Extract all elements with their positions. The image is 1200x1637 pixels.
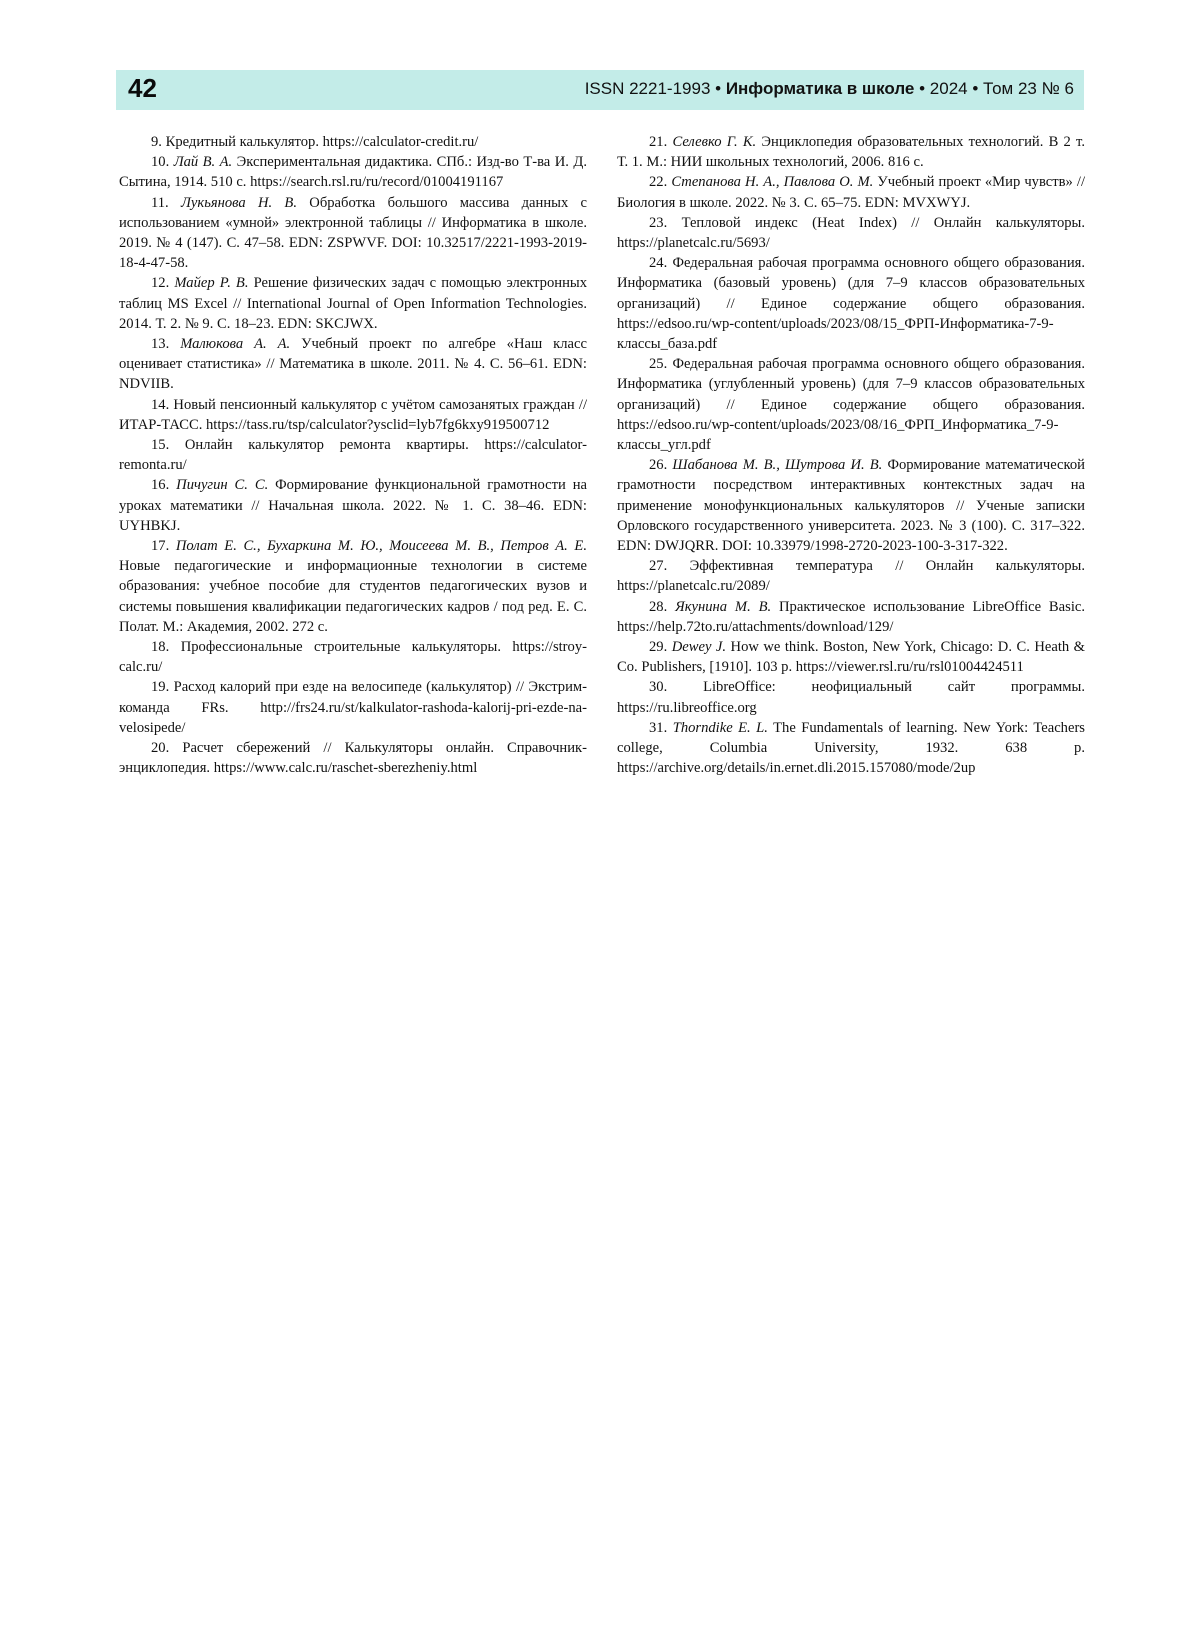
reference-text: Федеральная рабочая программа основного общего образования. Информатика (углубленный уровень) (для 7–9 классов образовательных организаций) // Единое содержание общего образования. https://edsoo.ru/wp-content/uploads/2023/08/16_ФРП_Информатика_7-9-классы_угл.pdf <box>617 356 1085 453</box>
reference-item <box>119 273 587 334</box>
reference-item <box>617 556 1085 596</box>
reference-text: The Fundamentals of learning. New York: Teachers college, Columbia University, 1932. 638 p. https://archive.org/details/in.ernet.dli.2015.157080/mode/2up <box>617 720 1085 776</box>
reference-number: 17. <box>151 538 169 554</box>
reference-number: 12. <box>151 275 169 291</box>
reference-item <box>119 334 587 395</box>
reference-number: 14. <box>151 397 169 413</box>
reference-number: 25. <box>649 356 667 372</box>
reference-text: Новые педагогические и информационные технологии в системе образования: учебное пособие для студентов педагогических вузов и системы повышения квалификации педагогических кадров / под ред. Е. С. Полат. М.: Академия, 2002. 272 с. <box>119 558 587 635</box>
reference-number: 19. <box>151 679 169 695</box>
reference-item <box>119 395 587 435</box>
reference-authors: Пичугин С. С. <box>176 477 268 493</box>
references-left-column <box>119 132 587 779</box>
reference-item <box>617 597 1085 637</box>
reference-text: Новый пенсионный калькулятор с учётом самозанятых граждан // ИТАР-ТАСС. https://tass.ru/tsp/calculator?ysclid=lyb7fg6kxy919500712 <box>119 397 587 433</box>
reference-text: Расход калорий при езде на велосипеде (калькулятор) // Экстрим-команда FRs. http://frs24.ru/st/kalkulator-rashoda-kalorij-pri-ezde-na-velosipede/ <box>119 679 587 735</box>
reference-number: 10. <box>151 154 169 170</box>
reference-text: How we think. Boston, New York, Chicago: D. C. Heath & Co. Publishers, [1910]. 103 p. https://viewer.rsl.ru/ru/rsl01004424511 <box>617 639 1085 675</box>
reference-authors: Шабанова М. В., Шутрова И. В. <box>672 457 882 473</box>
reference-item <box>119 475 587 536</box>
reference-number: 30. <box>649 679 667 695</box>
reference-number: 15. <box>151 437 169 453</box>
reference-text: Решение физических задач с помощью электронных таблиц MS Excel // International Journal of Open Information Technologies. 2014. Т. 2. № 9. С. 18–23. EDN: SKCJWX. <box>119 275 587 331</box>
reference-authors: Майер Р. В. <box>174 275 248 291</box>
separator: • <box>914 79 929 98</box>
reference-text: Энциклопедия образовательных технологий. В 2 т. Т. 1. М.: НИИ школьных технологий, 2006. 816 с. <box>617 134 1085 170</box>
reference-authors: Thorndike E. L. <box>673 720 768 736</box>
reference-number: 16. <box>151 477 169 493</box>
reference-item <box>617 172 1085 212</box>
page-number: 42 <box>128 73 157 104</box>
reference-item <box>119 435 587 475</box>
reference-text: Учебный проект по алгебре «Наш класс оценивает статистика» // Математика в школе. 2011. № 4. С. 56–61. EDN: NDVIIB. <box>119 336 587 392</box>
reference-item <box>119 132 587 152</box>
reference-text: Эффективная температура // Онлайн калькуляторы. https://planetcalc.ru/2089/ <box>617 558 1085 594</box>
reference-number: 28. <box>649 599 667 615</box>
journal-info <box>585 79 1074 99</box>
reference-number: 11. <box>151 195 169 211</box>
reference-authors: Полат Е. С., Бухаркина М. Ю., Моисеева М. В., Петров А. Е. <box>176 538 587 554</box>
journal-title: Информатика в школе <box>726 79 915 98</box>
reference-text: LibreOffice: неофициальный сайт программы. https://ru.libreoffice.org <box>617 679 1085 715</box>
reference-item <box>617 132 1085 172</box>
reference-text: Практическое использование LibreOffice Basic. https://help.72to.ru/attachments/download/129/ <box>617 599 1085 635</box>
reference-item <box>617 637 1085 677</box>
reference-number: 21. <box>649 134 667 150</box>
reference-authors: Лукьянова Н. В. <box>181 195 297 211</box>
reference-text: Онлайн калькулятор ремонта квартиры. https://calculator-remonta.ru/ <box>119 437 587 473</box>
year: 2024 <box>930 79 968 98</box>
reference-text: Федеральная рабочая программа основного общего образования. Информатика (базовый уровень) (для 7–9 классов образовательных организаций) // Единое содержание общего образования. https://edsoo.ru/wp-content/uploads/2023/08/15_ФРП-Информатика-7-9-классы_база.pdf <box>617 255 1085 352</box>
reference-authors: Якунина М. В. <box>675 599 771 615</box>
reference-text: Кредитный калькулятор. https://calculator-credit.ru/ <box>166 134 479 150</box>
reference-number: 18. <box>151 639 169 655</box>
separator: • <box>968 79 983 98</box>
reference-text: Учебный проект «Мир чувств» // Биология в школе. 2022. № 3. С. 65–75. EDN: MVXWYJ. <box>617 174 1085 210</box>
reference-item <box>617 253 1085 354</box>
reference-number: 27. <box>649 558 667 574</box>
reference-text: Профессиональные строительные калькуляторы. https://stroy-calc.ru/ <box>119 639 587 675</box>
reference-number: 29. <box>649 639 667 655</box>
reference-text: Обработка большого массива данных с использованием «умной» электронной таблицы // Информатика в школе. 2019. № 4 (147). С. 47–58. EDN: ZSPWVF. DOI: 10.32517/2221-1993-2019-18-4-47-58. <box>119 195 587 272</box>
reference-item <box>119 637 587 677</box>
separator: • <box>710 79 725 98</box>
reference-number: 31. <box>649 720 667 736</box>
reference-authors: Лай В. А. <box>174 154 233 170</box>
running-header <box>116 70 1084 110</box>
reference-item <box>617 455 1085 556</box>
issn: ISSN 2221-1993 <box>585 79 711 98</box>
reference-item <box>119 152 587 192</box>
reference-text: Формирование математической грамотности посредством интерактивных контекстных задач на применение монофункциональных калькуляторов // Ученые записки Орловского государственного университета. 2023. № 3 (100). С. 317–322. EDN: DWJQRR. DOI: 10.33979/1998-2720-2023-100-3-317-322. <box>617 457 1085 554</box>
reference-item <box>119 677 587 738</box>
reference-text: Экспериментальная дидактика. СПб.: Изд-во Т-ва И. Д. Сытина, 1914. 510 с. https://search.rsl.ru/ru/record/01004191167 <box>119 154 587 190</box>
reference-number: 26. <box>649 457 667 473</box>
reference-text: Формирование функциональной грамотности на уроках математики // Начальная школа. 2022. № 1. С. 38–46. EDN: UYHBKJ. <box>119 477 587 533</box>
reference-item <box>617 354 1085 455</box>
reference-number: 13. <box>151 336 169 352</box>
reference-text: Расчет сбережений // Калькуляторы онлайн. Справочник-энциклопедия. https://www.calc.ru/raschet-sberezheniy.html <box>119 740 587 776</box>
reference-number: 22. <box>649 174 667 190</box>
reference-number: 23. <box>649 215 667 231</box>
references-right-column <box>617 132 1085 779</box>
reference-authors: Степанова Н. А., Павлова О. М. <box>671 174 873 190</box>
reference-number: 9. <box>151 134 162 150</box>
reference-authors: Селевко Г. К. <box>672 134 756 150</box>
reference-item <box>119 536 587 637</box>
reference-item <box>617 677 1085 717</box>
reference-item <box>617 213 1085 253</box>
reference-text: Тепловой индекс (Heat Index) // Онлайн калькуляторы. https://planetcalc.ru/5693/ <box>617 215 1085 251</box>
reference-item <box>119 193 587 274</box>
reference-number: 24. <box>649 255 667 271</box>
volume-issue: Том 23 № 6 <box>983 79 1074 98</box>
reference-item <box>119 738 587 778</box>
reference-authors: Малюкова А. А. <box>180 336 290 352</box>
reference-authors: Dewey J. <box>672 639 726 655</box>
reference-item <box>617 718 1085 779</box>
reference-number: 20. <box>151 740 169 756</box>
